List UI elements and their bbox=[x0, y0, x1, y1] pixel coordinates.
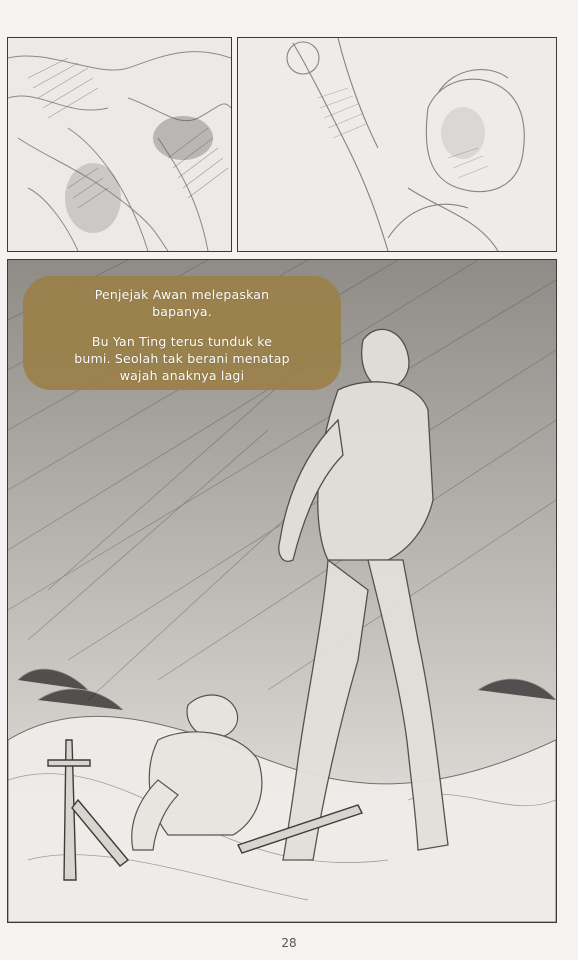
panel-1-artwork bbox=[8, 38, 231, 251]
caption-line-3: Bu Yan Ting terus tunduk ke bbox=[91, 334, 273, 349]
comic-panel-2 bbox=[237, 37, 557, 252]
panel-2-artwork bbox=[238, 38, 556, 251]
comic-panel-3 bbox=[7, 259, 557, 923]
caption-line-4: bumi. Seolah tak berani menatap bbox=[74, 351, 290, 366]
page-number: 28 bbox=[281, 936, 297, 950]
caption-line-5: wajah anaknya lagi bbox=[119, 368, 245, 383]
caption-line-1: Penjejak Awan melepaskan bbox=[94, 287, 270, 302]
comic-panel-1 bbox=[7, 37, 232, 252]
caption-line-2: bapanya. bbox=[152, 304, 212, 319]
caption-box bbox=[23, 276, 341, 390]
caption-spacer bbox=[23, 320, 341, 333]
